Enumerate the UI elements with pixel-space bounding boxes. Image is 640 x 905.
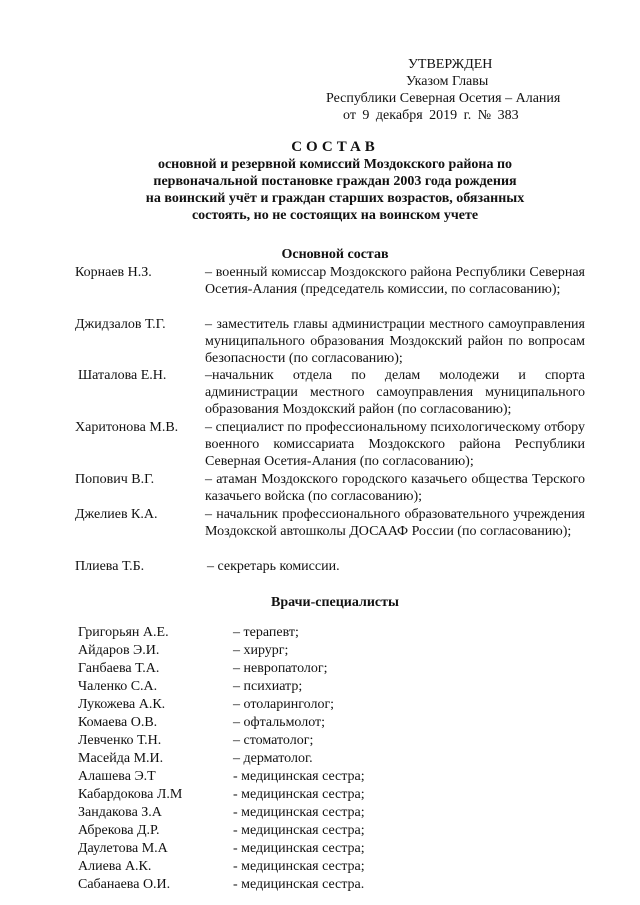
doctor-name: Лукожева А.К. [78,697,166,712]
doctor-role: - медицинская сестра. [233,877,365,892]
approval-republic: Республики Северная Осетия – Алания [326,91,561,106]
member-role: – атаман Моздокского городского казачьего общества Терского казачьего войска (по согласованию); [205,472,585,504]
document-subtitle-line-1: основной и резервной комиссий Моздокского района по [157,157,513,172]
doctor-name: Масейда М.И. [78,751,164,766]
doctor-name: Зандакова З.А [78,805,162,820]
list-item [0,714,640,732]
doctor-role: – невропатолог; [233,661,328,676]
approval-date: от 9 декабря 2019 г. № 383 [343,108,519,123]
list-item [0,750,640,768]
doctor-role: - медицинская сестра; [233,805,365,820]
list-item [0,786,640,804]
member-role: – специалист по профессиональному психологическому отбору военного комиссариата Моздокского района Республики Северная Осетия-Алания (по согласованию); [205,420,585,469]
document-subtitle-line-4: состоять, но не состоящих на воинском учете [191,208,479,223]
list-item [0,678,640,696]
doctors-heading: Врачи-специалисты [271,595,399,610]
member-name: Шаталова Е.Н. [78,368,167,383]
member-name: Джидзалов Т.Г. [75,317,166,332]
list-item [0,804,640,822]
member-role: – секретарь комиссии. [207,559,340,574]
doctor-name: Даулетова М.А [78,841,168,856]
member-name: Джелиев К.А. [75,507,158,522]
doctor-role: - медицинская сестра; [233,769,365,784]
list-item [0,696,640,714]
doctors-list [0,624,640,894]
doctor-name: Айдаров Э.И. [78,643,160,658]
doctor-name: Григорьян А.Е. [78,625,169,640]
approval-decree: Указом Главы [406,74,489,89]
doctor-name: Чаленко С.А. [78,679,158,694]
doctor-role: – психиатр; [233,679,303,694]
doctor-role: – стоматолог; [233,733,314,748]
doctor-name: Алиева А.К. [78,859,152,874]
doctor-role: – хирург; [233,643,289,658]
member-name: Харитонова М.В. [75,420,179,435]
list-item [0,624,640,642]
doctor-role: - медицинская сестра; [233,787,365,802]
main-composition-heading: Основной состав [281,247,389,262]
document-title: СОСТАВ [291,139,379,155]
doctor-role: - медицинская сестра; [233,859,365,874]
list-item [0,732,640,750]
list-item [0,822,640,840]
list-item [0,840,640,858]
doctor-name: Ганбаева Т.А. [78,661,160,676]
document-subtitle-line-2: первоначальной постановке граждан 2003 года рождения [153,174,517,189]
doctor-name: Кабардокова Л.М [78,787,183,802]
list-item [0,642,640,660]
doctor-role: – офтальмолот; [233,715,326,730]
member-role: – заместитель главы администрации местного самоуправления муниципального образования Моздокский район по вопросам безопасности (по согласованию); [205,317,585,366]
approval-status: УТВЕРЖДЕН [408,57,493,72]
member-role: – начальник профессионального образовательного учреждения Моздокской автошколы ДОСААФ России (по согласованию); [205,507,585,539]
doctor-name: Сабанаева О.И. [78,877,171,892]
doctor-role: - медицинская сестра; [233,823,365,838]
member-name: Попович В.Г. [75,472,155,487]
doctor-role: – отоларинголог; [233,697,335,712]
doctor-name: Левченко Т.Н. [78,733,162,748]
member-role: – военный комиссар Моздокского района Республики Северная Осетия-Алания (председатель комиссии, по согласованию); [205,265,585,297]
doctor-role: - медицинская сестра; [233,841,365,856]
list-item [0,768,640,786]
list-item [0,660,640,678]
document-subtitle-line-3: на воинский учёт и граждан старших возрастов, обязанных [145,191,525,206]
doctor-role: – терапевт; [233,625,299,640]
member-role: –начальник отдела по делам молодежи и спорта администрации местного самоуправления муниципального образования Моздокский район (по согласованию); [205,368,585,417]
member-name: Плиева Т.Б. [75,559,145,574]
list-item [0,876,640,894]
doctor-role: – дерматолог. [233,751,313,766]
doctor-name: Алашева Э.Т [78,769,156,784]
member-name: Корнаев Н.З. [75,265,152,280]
doctor-name: Абрекова Д.Р. [78,823,160,838]
document-title-block [0,138,640,224]
list-item [0,858,640,876]
doctor-name: Комаева О.В. [78,715,158,730]
